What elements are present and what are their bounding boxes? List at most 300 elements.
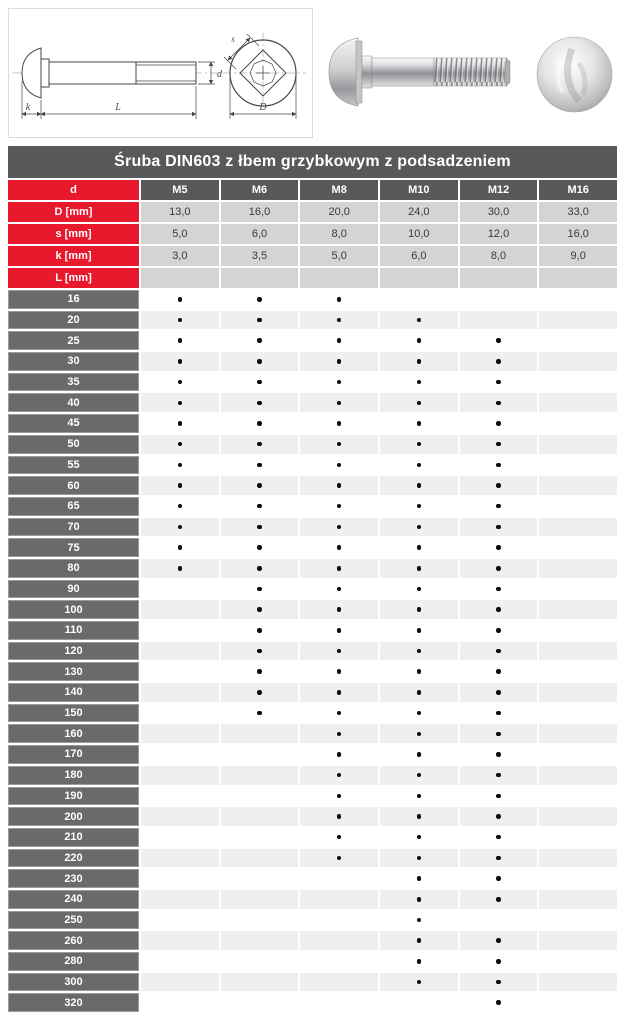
availability-dot [257, 504, 262, 509]
availability-cell [221, 559, 299, 578]
technical-drawing-box [8, 8, 313, 138]
availability-dot [337, 835, 342, 840]
availability-cell [460, 352, 538, 371]
availability-dot [417, 856, 422, 861]
availability-cell [460, 621, 538, 640]
availability-dot [496, 711, 501, 716]
availability-dot [178, 338, 183, 343]
availability-cell [380, 973, 458, 992]
availability-cell [300, 704, 378, 723]
availability-dot [496, 669, 501, 674]
dimension-value: 16,0 [221, 202, 299, 222]
availability-dot [496, 938, 501, 943]
length-label: 210 [8, 828, 139, 847]
empty-availability-cell [539, 290, 617, 309]
availability-dot [496, 1000, 501, 1005]
availability-dot [417, 690, 422, 695]
length-label: 130 [8, 662, 139, 681]
length-label: 35 [8, 373, 139, 392]
availability-dot [257, 401, 262, 406]
availability-dot [417, 338, 422, 343]
availability-dot [178, 380, 183, 385]
availability-cell [221, 456, 299, 475]
dimension-value: 10,0 [380, 224, 458, 244]
availability-cell [380, 931, 458, 950]
availability-cell [221, 538, 299, 557]
availability-cell [380, 352, 458, 371]
availability-dot [417, 566, 422, 571]
availability-cell [460, 890, 538, 909]
availability-cell [460, 373, 538, 392]
availability-dot [417, 980, 422, 985]
availability-dot [337, 628, 342, 633]
availability-cell [141, 435, 219, 454]
availability-dot [257, 359, 262, 364]
availability-cell [141, 290, 219, 309]
availability-cell [141, 476, 219, 495]
length-label: 320 [8, 993, 139, 1012]
availability-cell [460, 580, 538, 599]
empty-cell [300, 268, 378, 288]
availability-cell [300, 745, 378, 764]
availability-cell [380, 538, 458, 557]
availability-cell [380, 911, 458, 930]
empty-availability-cell [221, 973, 299, 992]
empty-availability-cell [539, 373, 617, 392]
availability-dot [257, 690, 262, 695]
availability-dot [496, 649, 501, 654]
availability-cell [221, 393, 299, 412]
empty-availability-cell [380, 993, 458, 1012]
length-row [8, 600, 617, 621]
availability-dot [178, 504, 183, 509]
availability-dot [417, 401, 422, 406]
length-row [8, 435, 617, 456]
availability-cell [460, 849, 538, 868]
column-header-M12: M12 [460, 180, 538, 200]
empty-availability-cell [141, 828, 219, 847]
empty-availability-cell [539, 931, 617, 950]
availability-cell [380, 787, 458, 806]
technical-drawing [9, 9, 312, 137]
length-label: 60 [8, 476, 139, 495]
dimension-row [8, 202, 617, 222]
availability-dot [417, 835, 422, 840]
length-row [8, 973, 617, 994]
availability-dot [496, 504, 501, 509]
length-header-row [8, 268, 617, 288]
availability-dot [417, 380, 422, 385]
availability-cell [221, 414, 299, 433]
availability-cell [300, 621, 378, 640]
empty-availability-cell [539, 393, 617, 412]
availability-cell [460, 869, 538, 888]
length-row [8, 683, 617, 704]
availability-cell [380, 600, 458, 619]
length-row [8, 373, 617, 394]
empty-cell [539, 268, 617, 288]
availability-cell [460, 952, 538, 971]
availability-dot [496, 545, 501, 550]
availability-dot [337, 338, 342, 343]
availability-cell [300, 518, 378, 537]
availability-dot [337, 463, 342, 468]
availability-cell [460, 414, 538, 433]
availability-dot [337, 566, 342, 571]
availability-dot [417, 773, 422, 778]
empty-availability-cell [539, 662, 617, 681]
empty-availability-cell [141, 931, 219, 950]
length-row [8, 662, 617, 683]
availability-dot [257, 421, 262, 426]
empty-cell [460, 268, 538, 288]
availability-cell [221, 373, 299, 392]
availability-cell [300, 807, 378, 826]
length-row [8, 414, 617, 435]
availability-dot [257, 587, 262, 592]
availability-dot [337, 794, 342, 799]
dimension-value: 24,0 [380, 202, 458, 222]
length-row [8, 993, 617, 1014]
empty-availability-cell [539, 766, 617, 785]
availability-cell [460, 456, 538, 475]
empty-availability-cell [539, 828, 617, 847]
availability-cell [380, 393, 458, 412]
length-label: 200 [8, 807, 139, 826]
availability-cell [300, 538, 378, 557]
availability-cell [460, 828, 538, 847]
empty-availability-cell [539, 724, 617, 743]
dim-label-D: D [259, 102, 267, 113]
availability-dot [417, 876, 422, 881]
availability-cell [300, 683, 378, 702]
availability-dot [178, 483, 183, 488]
availability-dot [257, 711, 262, 716]
empty-availability-cell [539, 911, 617, 930]
empty-availability-cell [539, 538, 617, 557]
availability-dot [417, 483, 422, 488]
length-label: 300 [8, 973, 139, 992]
availability-dot [417, 545, 422, 550]
availability-cell [380, 662, 458, 681]
length-row [8, 538, 617, 559]
empty-availability-cell [539, 435, 617, 454]
availability-cell [460, 518, 538, 537]
length-label: 240 [8, 890, 139, 909]
dimension-row-label: k [mm] [8, 246, 139, 266]
length-label: 40 [8, 393, 139, 412]
empty-availability-cell [539, 414, 617, 433]
availability-dot [337, 607, 342, 612]
availability-cell [460, 642, 538, 661]
availability-dot [496, 835, 501, 840]
availability-cell [141, 393, 219, 412]
availability-cell [221, 331, 299, 350]
empty-availability-cell [539, 993, 617, 1012]
availability-dot [417, 794, 422, 799]
dimension-value: 5,0 [300, 246, 378, 266]
length-row [8, 290, 617, 311]
availability-dot [417, 752, 422, 757]
availability-dot [257, 566, 262, 571]
availability-dot [496, 856, 501, 861]
length-label: 260 [8, 931, 139, 950]
empty-availability-cell [539, 559, 617, 578]
dimension-value: 6,0 [221, 224, 299, 244]
availability-dot [496, 463, 501, 468]
availability-dot [496, 442, 501, 447]
availability-cell [141, 538, 219, 557]
length-row [8, 621, 617, 642]
empty-availability-cell [539, 787, 617, 806]
availability-dot [337, 504, 342, 509]
availability-dot [337, 669, 342, 674]
dimension-value: 8,0 [300, 224, 378, 244]
length-label: 220 [8, 849, 139, 868]
availability-cell [221, 600, 299, 619]
availability-cell [300, 600, 378, 619]
availability-cell [300, 497, 378, 516]
availability-dot [337, 814, 342, 819]
availability-dot [417, 897, 422, 902]
column-header-M8: M8 [300, 180, 378, 200]
availability-dot [496, 401, 501, 406]
empty-availability-cell [141, 849, 219, 868]
empty-availability-cell [141, 807, 219, 826]
availability-dot [496, 525, 501, 530]
availability-cell [221, 311, 299, 330]
length-row [8, 311, 617, 332]
length-row [8, 724, 617, 745]
availability-cell [221, 518, 299, 537]
availability-dot [496, 752, 501, 757]
empty-availability-cell [221, 993, 299, 1012]
spec-table [8, 146, 617, 1014]
availability-cell [141, 518, 219, 537]
availability-dot [337, 711, 342, 716]
empty-availability-cell [221, 724, 299, 743]
empty-availability-cell [300, 869, 378, 888]
availability-dot [178, 421, 183, 426]
availability-dot [337, 442, 342, 447]
length-label: 100 [8, 600, 139, 619]
availability-dot [337, 732, 342, 737]
empty-availability-cell [141, 787, 219, 806]
availability-dot [417, 359, 422, 364]
empty-availability-cell [221, 807, 299, 826]
availability-dot [496, 380, 501, 385]
length-row [8, 518, 617, 539]
empty-availability-cell [141, 911, 219, 930]
empty-availability-cell [460, 311, 538, 330]
availability-cell [380, 311, 458, 330]
empty-availability-cell [539, 952, 617, 971]
length-label: 25 [8, 331, 139, 350]
availability-dot [257, 318, 262, 323]
availability-cell [460, 435, 538, 454]
availability-cell [141, 414, 219, 433]
length-row [8, 642, 617, 663]
availability-dot [337, 401, 342, 406]
empty-availability-cell [141, 993, 219, 1012]
dimension-row [8, 224, 617, 244]
availability-cell [380, 890, 458, 909]
availability-dot [417, 938, 422, 943]
length-row [8, 456, 617, 477]
availability-dot [496, 773, 501, 778]
empty-availability-cell [539, 683, 617, 702]
dimension-value: 3,5 [221, 246, 299, 266]
availability-cell [221, 352, 299, 371]
availability-cell [141, 497, 219, 516]
availability-dot [417, 442, 422, 447]
empty-availability-cell [221, 787, 299, 806]
empty-availability-cell [141, 580, 219, 599]
availability-dot [337, 856, 342, 861]
availability-dot [496, 566, 501, 571]
length-label: 140 [8, 683, 139, 702]
length-row [8, 331, 617, 352]
availability-cell [380, 497, 458, 516]
availability-dot [417, 628, 422, 633]
empty-availability-cell [300, 931, 378, 950]
availability-dot [496, 628, 501, 633]
availability-dot [496, 338, 501, 343]
availability-dot [337, 380, 342, 385]
availability-dot [417, 587, 422, 592]
column-header-M10: M10 [380, 180, 458, 200]
dimension-value: 16,0 [539, 224, 617, 244]
length-row [8, 476, 617, 497]
availability-dot [337, 525, 342, 530]
dimension-value: 12,0 [460, 224, 538, 244]
dim-label-s: s [231, 34, 235, 44]
empty-availability-cell [141, 869, 219, 888]
empty-availability-cell [221, 745, 299, 764]
empty-availability-cell [221, 869, 299, 888]
availability-cell [460, 497, 538, 516]
availability-cell [380, 476, 458, 495]
availability-cell [300, 456, 378, 475]
empty-availability-cell [460, 911, 538, 930]
length-label: 45 [8, 414, 139, 433]
availability-cell [380, 807, 458, 826]
diameter-header-label: d [8, 180, 139, 200]
empty-availability-cell [300, 973, 378, 992]
availability-dot [178, 359, 183, 364]
availability-cell [221, 662, 299, 681]
empty-availability-cell [141, 621, 219, 640]
empty-availability-cell [141, 766, 219, 785]
length-row [8, 580, 617, 601]
length-label: 190 [8, 787, 139, 806]
empty-availability-cell [539, 890, 617, 909]
dimension-value: 8,0 [460, 246, 538, 266]
empty-availability-cell [221, 931, 299, 950]
availability-cell [300, 331, 378, 350]
availability-cell [300, 393, 378, 412]
dimension-value: 9,0 [539, 246, 617, 266]
empty-availability-cell [539, 621, 617, 640]
length-label: 50 [8, 435, 139, 454]
availability-cell [380, 580, 458, 599]
length-label: 80 [8, 559, 139, 578]
empty-availability-cell [539, 745, 617, 764]
availability-cell [460, 704, 538, 723]
availability-cell [460, 476, 538, 495]
length-label: 250 [8, 911, 139, 930]
availability-dot [257, 463, 262, 468]
availability-dot [496, 794, 501, 799]
empty-availability-cell [539, 518, 617, 537]
empty-availability-cell [221, 766, 299, 785]
availability-cell [221, 497, 299, 516]
availability-dot [257, 338, 262, 343]
availability-dot [417, 504, 422, 509]
dimension-value: 5,0 [141, 224, 219, 244]
availability-cell [460, 683, 538, 702]
availability-cell [380, 869, 458, 888]
length-label: 70 [8, 518, 139, 537]
length-row [8, 497, 617, 518]
dimension-value: 33,0 [539, 202, 617, 222]
empty-availability-cell [539, 807, 617, 826]
carriage-bolt-photo [324, 26, 518, 118]
availability-dot [496, 959, 501, 964]
dimension-value: 30,0 [460, 202, 538, 222]
availability-cell [460, 766, 538, 785]
column-header-M5: M5 [141, 180, 219, 200]
length-label: 30 [8, 352, 139, 371]
availability-dot [496, 897, 501, 902]
empty-availability-cell [539, 973, 617, 992]
empty-availability-cell [300, 890, 378, 909]
availability-cell [221, 704, 299, 723]
availability-dot [496, 421, 501, 426]
availability-dot [178, 545, 183, 550]
empty-availability-cell [141, 745, 219, 764]
length-label: 55 [8, 456, 139, 475]
availability-cell [460, 973, 538, 992]
empty-availability-cell [141, 973, 219, 992]
length-label: 110 [8, 621, 139, 640]
availability-cell [300, 435, 378, 454]
availability-dot [178, 566, 183, 571]
empty-availability-cell [539, 476, 617, 495]
length-row [8, 559, 617, 580]
availability-dot [178, 442, 183, 447]
empty-availability-cell [221, 890, 299, 909]
availability-dot [178, 463, 183, 468]
availability-cell [380, 621, 458, 640]
availability-dot [337, 297, 342, 302]
availability-cell [300, 828, 378, 847]
availability-cell [380, 642, 458, 661]
length-label: 230 [8, 869, 139, 888]
dimension-value: 20,0 [300, 202, 378, 222]
availability-dot [337, 483, 342, 488]
availability-cell [460, 600, 538, 619]
availability-dot [337, 649, 342, 654]
availability-cell [141, 559, 219, 578]
empty-availability-cell [539, 580, 617, 599]
availability-dot [337, 752, 342, 757]
empty-availability-cell [300, 993, 378, 1012]
length-label: 65 [8, 497, 139, 516]
availability-cell [460, 538, 538, 557]
table-rows [8, 180, 617, 1014]
availability-cell [221, 642, 299, 661]
